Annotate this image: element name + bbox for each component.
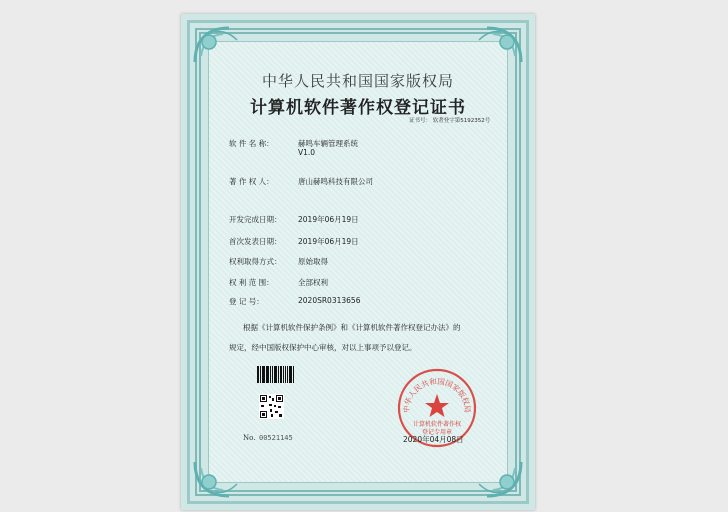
- publication-date-label: 首次发表日期：: [229, 237, 282, 246]
- certificate-number: 证书号： 软著登字第5192352号: [409, 118, 491, 124]
- serial-number-label: No.: [243, 434, 256, 442]
- completion-date-value: 2019年06月19日: [298, 215, 359, 224]
- seal-text-line-1: 计算机软件著作权: [412, 421, 462, 428]
- corner-ornament-bottom-left: [193, 460, 241, 498]
- corner-ornament-bottom-right: [475, 460, 523, 498]
- seal-text-arc: 中华人民共和国国家版权局: [401, 376, 473, 414]
- software-name-label: 软 件 名 称：: [229, 139, 274, 148]
- registration-number-label: 登 记 号：: [229, 297, 264, 306]
- registration-number-value: 2020SR0313656: [298, 296, 361, 305]
- copyright-owner-value: 唐山赫鸣科技有限公司: [298, 177, 373, 186]
- statement-line-1: 根据《计算机软件保护条例》和《计算机软件著作权登记办法》的: [243, 323, 461, 332]
- software-version-value: V1.0: [298, 148, 316, 157]
- publication-date-value: 2019年06月19日: [298, 237, 359, 246]
- issuer-heading: 中华人民共和国国家版权局: [261, 72, 454, 90]
- issue-date: 2020年04月08日: [403, 435, 464, 444]
- acquisition-method-label: 权利取得方式：: [229, 257, 282, 266]
- seal-text-line-2: 登记专用章: [421, 429, 453, 436]
- qr-code: [259, 394, 284, 419]
- serial-number-value: 00521145: [259, 434, 293, 442]
- corner-ornament-top-right: [475, 26, 523, 64]
- copyright-owner-label: 著 作 权 人：: [229, 177, 274, 186]
- corner-ornament-top-left: [193, 26, 241, 64]
- certificate-title: 计算机软件著作权登记证书: [250, 98, 466, 118]
- rights-scope-label: 权 利 范 围：: [229, 278, 274, 287]
- statement-line-2: 规定，经中国版权保护中心审核，对以上事项予以登记。: [229, 343, 417, 352]
- rights-scope-value: 全部权利: [298, 278, 328, 287]
- acquisition-method-value: 原始取得: [298, 257, 328, 266]
- completion-date-label: 开发完成日期：: [229, 215, 282, 224]
- certificate-paper: [181, 14, 535, 510]
- software-name-value: 赫鸣车辆管理系统: [298, 139, 358, 148]
- barcode: [257, 366, 295, 383]
